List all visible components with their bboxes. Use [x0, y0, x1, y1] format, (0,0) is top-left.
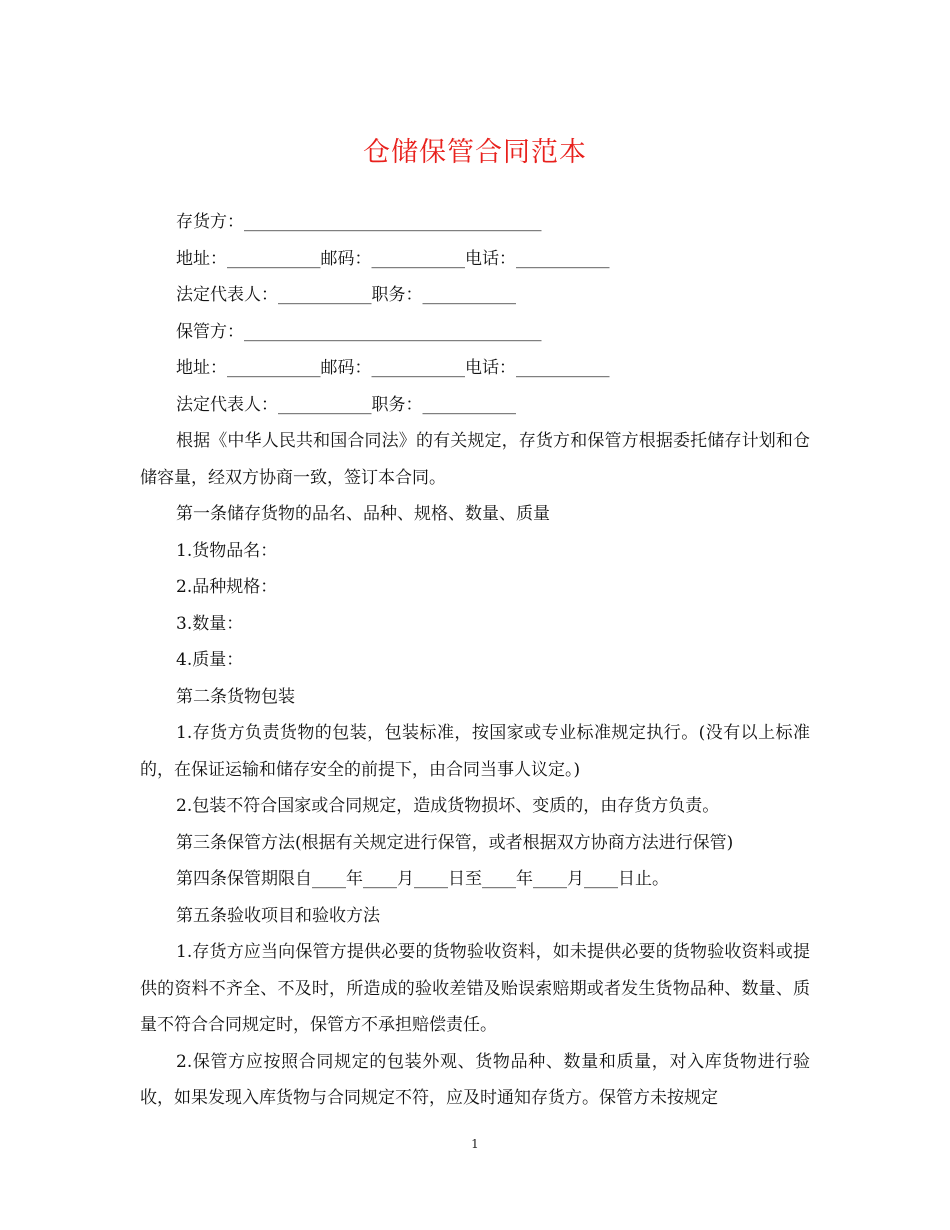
- page-number: 1: [471, 1137, 479, 1151]
- custodian-field: 保管方：___________________________________: [176, 321, 542, 342]
- article-5-item-1: 1.存货方应当向保管方提供必要的货物验收资料，如未提供必要的货物验收资料或提供的资料不齐全、不及时，所造成的验收差错及贻误索赔期或者发生货物品种、数量、质量不符合合同规定时，保管方不承担赔偿责任。: [140, 942, 810, 1035]
- article-3-heading: 第三条保管方法(根据有关规定进行保管，或者根据双方协商方法进行保管): [176, 832, 734, 853]
- document-title: 仓储保管合同范本: [363, 137, 587, 168]
- article-1-item-1: 1.货物品名：: [176, 540, 278, 561]
- custodian-representative-field: 法定代表人：___________职务：___________: [176, 394, 516, 415]
- article-4-heading: 第四条保管期限自____年____月____日至____年____月____日止。: [176, 869, 669, 889]
- article-1-item-2: 2.品种规格：: [176, 577, 278, 597]
- article-5-item-2: 2.保管方应按照合同规定的包装外观、货物品种、数量和质量，对入库货物进行验收，如果发现入库货物与合同规定不符，应及时通知存货方。保管方未按规定: [140, 1051, 810, 1108]
- article-1-heading: 第一条储存货物的品名、品种、规格、数量、质量: [176, 504, 550, 524]
- depositor-address-field: 地址：___________邮码：___________电话：___________: [176, 248, 610, 269]
- article-2-item-1: 1.存货方负责货物的包装，包装标准，按国家或专业标准规定执行。(没有以上标准的，在保证运输和储存安全的前提下，由合同当事人议定。): [140, 723, 810, 780]
- article-1-item-3: 3.数量：: [176, 613, 244, 634]
- depositor-field: 存货方：___________________________________: [176, 212, 542, 232]
- document-body: [140, 204, 810, 1117]
- custodian-address-field: 地址：___________邮码：___________电话：___________: [176, 358, 610, 378]
- article-5-heading: 第五条验收项目和验收方法: [176, 905, 380, 926]
- article-2-item-2: 2.包装不符合国家或合同规定，造成货物损坏、变质的，由存货方负责。: [176, 796, 720, 816]
- preamble-paragraph: 根据《中华人民共和国合同法》的有关规定，存货方和保管方根据委托储存计划和仓储容量，经双方协商一致，签订本合同。: [140, 431, 810, 488]
- article-1-item-4: 4.质量：: [176, 650, 244, 670]
- article-2-heading: 第二条货物包装: [176, 686, 295, 707]
- depositor-representative-field: 法定代表人：___________职务：___________: [176, 285, 516, 305]
